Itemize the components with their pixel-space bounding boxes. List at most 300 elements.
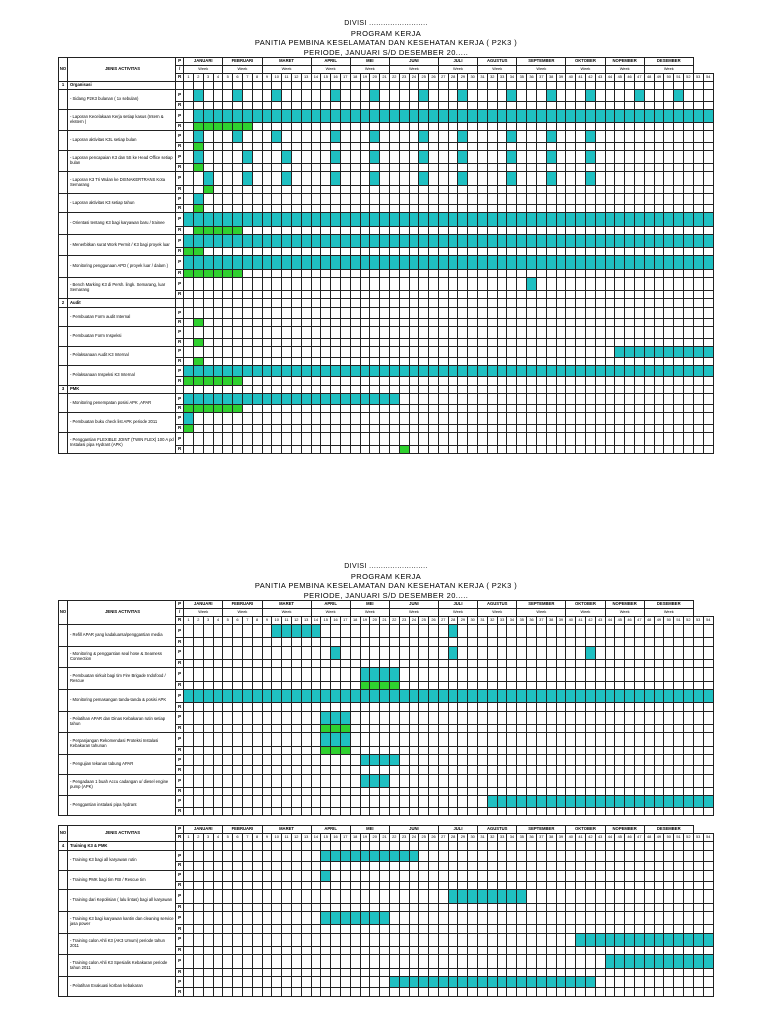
week-number: 30: [468, 834, 478, 842]
week-cell: [478, 903, 488, 911]
week-cell: [193, 882, 203, 890]
week-cell: [448, 754, 458, 766]
week-cell: [252, 660, 262, 668]
week-cell: [674, 668, 684, 681]
week-cell: [497, 870, 507, 882]
week-cell: [615, 385, 625, 393]
week-cell: [487, 269, 497, 277]
week-number: 18: [350, 834, 360, 842]
week-cell: [585, 882, 595, 890]
week-cell: [360, 446, 370, 454]
plan-row: [59, 955, 714, 968]
realization-bar: [321, 725, 331, 733]
week-cell: [693, 142, 703, 150]
week-cell: [664, 890, 674, 903]
week-cell: [399, 754, 409, 766]
week-cell: [419, 988, 429, 996]
week-cell: [674, 870, 684, 882]
week-cell: [311, 226, 321, 234]
plan-bar: [546, 256, 556, 269]
week-cell: [556, 248, 566, 256]
week-label: Week: [184, 609, 223, 617]
week-cell: [546, 911, 556, 924]
week-cell: [527, 413, 537, 424]
plan-bar: [546, 90, 556, 101]
month-header: SEPTEMBER: [517, 601, 566, 609]
week-cell: [507, 393, 517, 404]
week-cell: [654, 903, 664, 911]
week-cell: [693, 101, 703, 109]
week-cell: [497, 746, 507, 754]
week-cell: [233, 646, 243, 659]
plan-bar: [644, 933, 654, 946]
week-cell: [331, 890, 341, 903]
week-cell: [536, 862, 546, 870]
week-cell: [576, 703, 586, 711]
week-cell: [634, 164, 644, 172]
week-cell: [213, 277, 223, 290]
week-cell: [693, 277, 703, 290]
week-cell: [429, 711, 439, 724]
week-cell: [262, 277, 272, 290]
week-cell: [389, 660, 399, 668]
week-cell: [674, 976, 684, 988]
week-cell: [478, 101, 488, 109]
week-cell: [693, 788, 703, 796]
p-marker: P: [176, 256, 184, 269]
month-header: OKTOBER: [566, 601, 605, 609]
week-cell: [380, 150, 390, 163]
week-cell: [419, 925, 429, 933]
week-cell: [546, 882, 556, 890]
week-cell: [213, 733, 223, 746]
week-cell: [585, 955, 595, 968]
week-cell: [203, 955, 213, 968]
week-cell: [223, 346, 233, 357]
week-cell: [389, 903, 399, 911]
week-cell: [350, 82, 360, 90]
week-cell: [585, 988, 595, 996]
activity-label: - Sidang P2K3 bulanan ( 1x sebulan): [68, 90, 176, 109]
week-cell: [399, 733, 409, 746]
week-cell: [301, 248, 311, 256]
week-cell: [605, 754, 615, 766]
week-cell: [683, 307, 693, 318]
week-cell: [252, 988, 262, 996]
week-cell: [625, 774, 635, 787]
week-cell: [262, 850, 272, 862]
week-cell: [272, 164, 282, 172]
week-cell: [233, 172, 243, 185]
week-cell: [458, 870, 468, 882]
week-cell: [213, 796, 223, 808]
week-number: 41: [576, 617, 586, 625]
week-cell: [311, 319, 321, 327]
week-cell: [409, 248, 419, 256]
week-cell: [282, 842, 292, 851]
week-cell: [282, 346, 292, 357]
week-cell: [193, 988, 203, 996]
week-cell: [654, 248, 664, 256]
week-number: 35: [517, 617, 527, 625]
week-cell: [252, 346, 262, 357]
plan-bar: [634, 796, 644, 808]
week-cell: [644, 248, 654, 256]
plan-bar: [223, 213, 233, 226]
plan-bar: [497, 366, 507, 377]
week-cell: [468, 681, 478, 689]
week-cell: [497, 150, 507, 163]
week-cell: [527, 788, 537, 796]
week-cell: [497, 446, 507, 454]
week-cell: [184, 681, 194, 689]
week-cell: [429, 968, 439, 976]
week-cell: [576, 746, 586, 754]
week-cell: [654, 774, 664, 787]
plan-bar: [527, 976, 537, 988]
week-cell: [370, 988, 380, 996]
week-cell: [674, 299, 684, 307]
week-cell: [497, 123, 507, 131]
divisi-title: DIVISI .........................: [344, 20, 428, 27]
week-cell: [438, 774, 448, 787]
schedule-table-2a: [58, 600, 714, 816]
activity-label: - Penggantian instalasi pipa hydrant: [68, 796, 176, 816]
week-cell: [487, 291, 497, 299]
week-cell: [507, 988, 517, 996]
plan-bar: [203, 393, 213, 404]
week-cell: [438, 733, 448, 746]
row-number: [59, 754, 68, 774]
week-cell: [350, 796, 360, 808]
week-cell: [654, 746, 664, 754]
week-cell: [272, 638, 282, 646]
week-cell: [546, 164, 556, 172]
week-cell: [566, 277, 576, 290]
week-cell: [242, 681, 252, 689]
week-cell: [527, 754, 537, 766]
week-cell: [693, 774, 703, 787]
week-cell: [233, 291, 243, 299]
week-cell: [674, 968, 684, 976]
week-cell: [703, 925, 713, 933]
week-cell: [193, 796, 203, 808]
week-number: 45: [615, 617, 625, 625]
week-cell: [664, 205, 674, 213]
week-cell: [321, 638, 331, 646]
week-cell: [683, 746, 693, 754]
realization-bar: [213, 123, 223, 131]
plan-bar: [693, 933, 703, 946]
week-cell: [340, 424, 350, 432]
plan-bar: [517, 796, 527, 808]
plan-bar: [605, 933, 615, 946]
week-cell: [605, 405, 615, 413]
week-cell: [233, 862, 243, 870]
week-cell: [311, 131, 321, 142]
plan-bar: [213, 393, 223, 404]
week-cell: [370, 193, 380, 204]
week-cell: [409, 625, 419, 638]
plan-bar: [546, 131, 556, 142]
week-cell: [497, 988, 507, 996]
week-cell: [331, 248, 341, 256]
plan-row: [59, 870, 714, 882]
week-cell: [389, 870, 399, 882]
plan-bar: [458, 689, 468, 702]
plan-bar: [380, 754, 390, 766]
week-cell: [262, 432, 272, 445]
week-cell: [252, 842, 262, 851]
month-header: MARET: [262, 58, 311, 66]
activity-label: - Pelaksanaan Inspeksi K3 Internal: [68, 366, 176, 385]
week-cell: [458, 393, 468, 404]
week-cell: [419, 291, 429, 299]
week-cell: [242, 269, 252, 277]
plan-bar: [654, 955, 664, 968]
week-cell: [478, 164, 488, 172]
week-label: Week: [311, 609, 350, 617]
week-cell: [321, 766, 331, 774]
col-r-header: R: [176, 834, 184, 842]
week-cell: [615, 788, 625, 796]
week-cell: [468, 766, 478, 774]
week-cell: [458, 882, 468, 890]
week-cell: [242, 766, 252, 774]
week-cell: [282, 933, 292, 946]
week-cell: [478, 413, 488, 424]
week-cell: [644, 101, 654, 109]
week-cell: [370, 377, 380, 385]
week-cell: [576, 82, 586, 90]
week-cell: [360, 131, 370, 142]
header-row-months: [59, 826, 714, 834]
week-cell: [203, 101, 213, 109]
week-cell: [585, 357, 595, 365]
week-cell: [625, 424, 635, 432]
week-cell: [654, 870, 664, 882]
week-cell: [703, 142, 713, 150]
plan-bar: [242, 366, 252, 377]
plan-bar: [380, 850, 390, 862]
week-cell: [291, 432, 301, 445]
week-cell: [272, 882, 282, 890]
week-cell: [370, 385, 380, 393]
week-cell: [184, 226, 194, 234]
week-cell: [223, 82, 233, 90]
plan-row: [59, 213, 714, 226]
week-cell: [350, 205, 360, 213]
week-cell: [497, 850, 507, 862]
week-cell: [233, 933, 243, 946]
week-cell: [683, 766, 693, 774]
week-cell: [399, 424, 409, 432]
week-cell: [478, 703, 488, 711]
week-cell: [478, 988, 488, 996]
week-cell: [380, 842, 390, 851]
week-cell: [438, 946, 448, 954]
week-cell: [419, 248, 429, 256]
week-cell: [566, 988, 576, 996]
week-cell: [272, 925, 282, 933]
week-cell: [634, 625, 644, 638]
week-cell: [625, 393, 635, 404]
week-cell: [566, 327, 576, 338]
week-cell: [272, 988, 282, 996]
week-cell: [507, 123, 517, 131]
plan-bar: [350, 213, 360, 226]
week-cell: [419, 711, 429, 724]
week-cell: [321, 269, 331, 277]
week-cell: [507, 788, 517, 796]
plan-bar: [585, 256, 595, 269]
week-number: 9: [262, 617, 272, 625]
week-cell: [272, 681, 282, 689]
week-cell: [674, 291, 684, 299]
week-cell: [193, 291, 203, 299]
week-cell: [683, 842, 693, 851]
week-cell: [468, 185, 478, 193]
week-cell: [213, 346, 223, 357]
week-cell: [429, 668, 439, 681]
plan-bar: [252, 109, 262, 122]
p-marker: P: [176, 307, 184, 318]
week-cell: [448, 338, 458, 346]
week-cell: [252, 711, 262, 724]
plan-bar: [203, 109, 213, 122]
week-label: Week: [262, 66, 311, 74]
week-cell: [282, 185, 292, 193]
week-cell: [252, 205, 262, 213]
week-cell: [644, 123, 654, 131]
week-cell: [399, 774, 409, 787]
week-cell: [693, 733, 703, 746]
week-cell: [429, 432, 439, 445]
plan-bar: [193, 109, 203, 122]
week-cell: [507, 668, 517, 681]
week-cell: [458, 307, 468, 318]
week-cell: [448, 807, 458, 815]
r-marker: R: [176, 638, 184, 646]
week-cell: [634, 788, 644, 796]
week-cell: [507, 248, 517, 256]
week-cell: [419, 955, 429, 968]
week-cell: [654, 646, 664, 659]
week-cell: [272, 327, 282, 338]
week-number: 25: [419, 617, 429, 625]
plan-bar: [478, 976, 488, 988]
week-cell: [409, 766, 419, 774]
week-cell: [321, 754, 331, 766]
week-cell: [409, 150, 419, 163]
week-cell: [703, 746, 713, 754]
week-cell: [242, 82, 252, 90]
week-cell: [262, 911, 272, 924]
plan-bar: [360, 109, 370, 122]
week-cell: [487, 862, 497, 870]
plan-bar: [340, 689, 350, 702]
week-cell: [644, 850, 654, 862]
week-cell: [223, 385, 233, 393]
week-cell: [350, 277, 360, 290]
week-cell: [487, 711, 497, 724]
week-cell: [301, 911, 311, 924]
week-cell: [644, 625, 654, 638]
week-cell: [576, 638, 586, 646]
week-cell: [184, 911, 194, 924]
week-number: 43: [595, 834, 605, 842]
week-cell: [311, 277, 321, 290]
week-cell: [409, 788, 419, 796]
week-cell: [497, 346, 507, 357]
col-no-header: NO: [59, 58, 68, 82]
week-cell: [478, 788, 488, 796]
week-cell: [301, 446, 311, 454]
week-cell: [370, 733, 380, 746]
week-cell: [478, 307, 488, 318]
week-cell: [370, 625, 380, 638]
plan-bar: [625, 366, 635, 377]
week-cell: [429, 850, 439, 862]
week-cell: [184, 746, 194, 754]
week-cell: [438, 968, 448, 976]
week-cell: [301, 968, 311, 976]
week-cell: [331, 625, 341, 638]
plan-bar: [625, 933, 635, 946]
week-cell: [448, 82, 458, 90]
week-cell: [487, 754, 497, 766]
week-cell: [664, 668, 674, 681]
week-cell: [693, 850, 703, 862]
week-cell: [654, 424, 664, 432]
plan-bar: [321, 366, 331, 377]
plan-row: [59, 711, 714, 724]
week-cell: [242, 405, 252, 413]
week-cell: [419, 774, 429, 787]
week-number: 11: [282, 834, 292, 842]
week-cell: [350, 446, 360, 454]
week-cell: [478, 82, 488, 90]
week-cell: [448, 291, 458, 299]
plan-bar: [566, 256, 576, 269]
week-cell: [223, 319, 233, 327]
row-number: [59, 346, 68, 365]
week-cell: [566, 911, 576, 924]
week-cell: [252, 733, 262, 746]
week-cell: [223, 446, 233, 454]
week-cell: [468, 850, 478, 862]
week-cell: [644, 788, 654, 796]
week-cell: [605, 988, 615, 996]
plan-bar: [282, 366, 292, 377]
week-cell: [272, 377, 282, 385]
week-cell: [429, 193, 439, 204]
week-label: Week: [644, 609, 693, 617]
week-cell: [546, 774, 556, 787]
week-cell: [566, 185, 576, 193]
week-cell: [536, 638, 546, 646]
week-cell: [340, 638, 350, 646]
week-cell: [252, 299, 262, 307]
week-cell: [546, 319, 556, 327]
week-cell: [605, 766, 615, 774]
week-cell: [389, 248, 399, 256]
week-cell: [703, 725, 713, 733]
week-cell: [389, 131, 399, 142]
week-number: 22: [389, 834, 399, 842]
realization-bar: [380, 681, 390, 689]
week-cell: [703, 299, 713, 307]
